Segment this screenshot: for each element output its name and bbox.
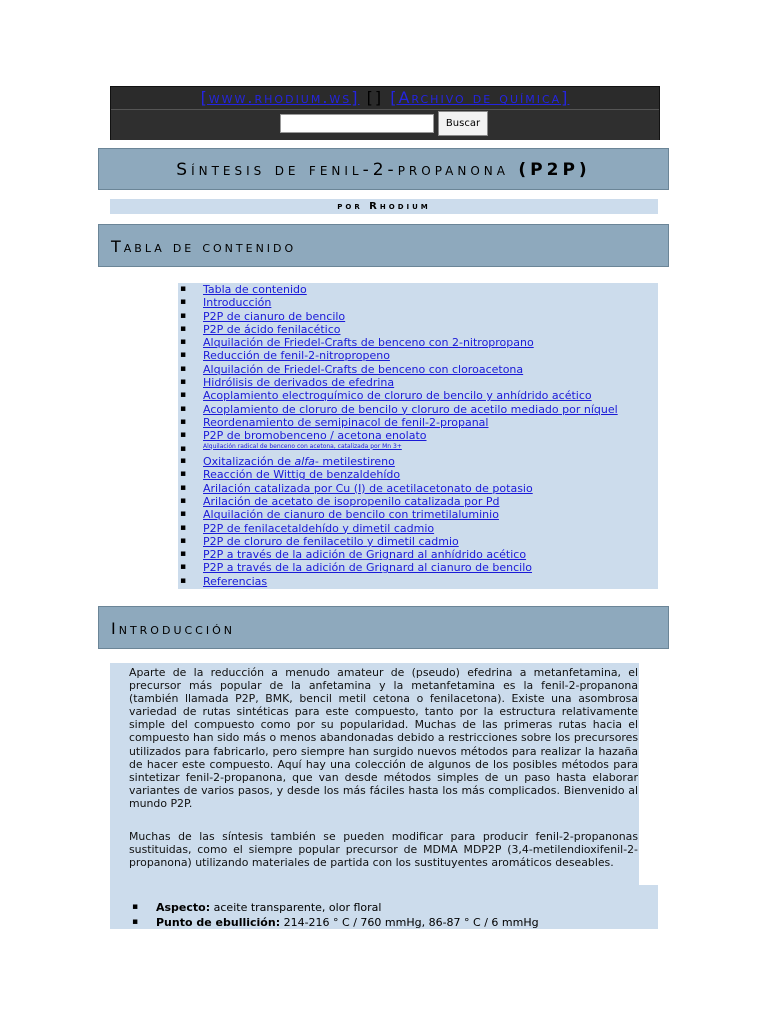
toc-link[interactable]: Alquilación de Friedel-Crafts de benceno con cloroacetona (203, 362, 524, 376)
bullet-icon: ▪ (180, 562, 187, 573)
bullet-icon: ▪ (180, 549, 187, 560)
toc-link[interactable]: Reacción de Wittig de benzaldehído (203, 468, 401, 482)
intro-banner (98, 606, 669, 649)
nav-separator: [] (366, 88, 384, 107)
fact-label: Aspecto: (156, 901, 211, 914)
bullet-icon: ▪ (180, 310, 187, 321)
intro-paragraph-2: Muchas de las síntesis también se pueden modificar para producir fenil-2-propanonas sustituidas, como el siempre popular precursor de MDMA MDP2P (3,4-metilendioxifenil-2-propanona) utilizando materiales de partida con los sustituyentes aromáticos deseables. (129, 830, 638, 870)
toc-item (178, 468, 658, 481)
toc-item (178, 429, 658, 442)
toc-item (178, 283, 658, 296)
bullet-icon: ▪ (132, 902, 139, 912)
site-nav (111, 87, 659, 107)
toc-item (178, 535, 658, 548)
bullet-icon: ▪ (180, 469, 187, 480)
toc-link[interactable]: P2P a través de la adición de Grignard al cianuro de bencilo (203, 561, 533, 575)
bullet-icon: ▪ (180, 390, 187, 401)
archive-link[interactable]: [Archivo de química] (390, 88, 570, 107)
bullet-icon: ▪ (180, 509, 187, 520)
toc-item (178, 455, 658, 468)
search-bar (111, 109, 659, 140)
intro-box (110, 663, 639, 885)
toc-item (178, 495, 658, 508)
bullet-icon: ▪ (180, 482, 187, 493)
toc-link[interactable]: Alquilación radical de benceno con acetona, catalizada por Mn 3+ (203, 442, 402, 450)
toc-item (178, 376, 658, 389)
toc-item (178, 575, 658, 588)
toc-item (178, 482, 658, 495)
fact-value: 214-216 ° C / 760 mmHg, 86-87 ° C / 6 mmHg (280, 916, 539, 929)
toc-item (178, 561, 658, 574)
bullet-icon: ▪ (180, 284, 187, 294)
toc-link[interactable]: P2P de fenilacetaldehído y dimetil cadmio (203, 521, 435, 535)
toc-item (178, 296, 658, 309)
toc-link[interactable]: Acoplamiento de cloruro de bencilo y cloruro de acetilo mediado por níquel (203, 402, 618, 416)
toc-heading: Tabla de contenido (111, 237, 297, 256)
toc-item (178, 349, 658, 362)
toc-item (178, 403, 658, 416)
bullet-icon: ▪ (180, 416, 187, 427)
toc-item (178, 336, 658, 349)
toc-item (178, 363, 658, 376)
bullet-icon: ▪ (180, 297, 187, 308)
toc-item (178, 443, 658, 456)
toc-item (178, 323, 658, 336)
site-link[interactable]: [www.rhodium.ws] (200, 88, 360, 107)
fact-value: aceite transparente, olor floral (210, 901, 382, 914)
toc-list (178, 283, 658, 588)
toc-link[interactable]: Tabla de contenido (203, 283, 307, 296)
search-input[interactable] (280, 114, 434, 133)
toc-item (178, 310, 658, 323)
toc-link[interactable]: Arilación catalizada por Cu (I) de acetilacetonato de potasio (203, 481, 533, 495)
toc-item (178, 416, 658, 429)
toc-link[interactable]: Oxitalización de alfa- metilestireno (203, 455, 395, 469)
toc-link[interactable]: P2P de cloruro de fenilacetilo y dimetil cadmio (203, 534, 459, 548)
facts-box (110, 885, 658, 929)
bullet-icon: ▪ (180, 522, 187, 533)
page-title-abbr: (P2P) (518, 160, 591, 180)
toc-item (178, 508, 658, 521)
fact-label: Punto de ebullición: (156, 916, 281, 929)
toc-link[interactable]: P2P de ácido fenilacético (203, 322, 341, 336)
toc-link[interactable]: Alquilación de cianuro de bencilo con trimetilaluminio (203, 508, 499, 522)
toc-link[interactable]: P2P de cianuro de bencilo (203, 309, 346, 323)
fact-item (130, 915, 539, 930)
bullet-icon: ▪ (180, 430, 187, 441)
page-title-main: Síntesis de fenil-2-propanona (176, 160, 509, 180)
toc-banner (98, 224, 669, 267)
site-header (110, 86, 660, 140)
page-title (99, 149, 668, 191)
toc-link[interactable]: Acoplamiento electroquímico de cloruro de bencilo y anhídrido acético (203, 389, 592, 403)
bullet-icon: ▪ (180, 323, 187, 334)
bullet-icon: ▪ (180, 456, 187, 467)
toc-box (178, 283, 658, 589)
bullet-icon: ▪ (180, 575, 187, 586)
bullet-icon: ▪ (180, 337, 187, 348)
toc-link[interactable]: Alquilación de Friedel-Crafts de benceno con 2-nitropropano (203, 336, 534, 350)
intro-paragraph-1: Aparte de la reducción a menudo amateur de (pseudo) efedrina a metanfetamina, el precursor más popular de la anfetamina y la metanfetamina es la fenil-2-propanona (también llamada P2P, BMK, bencil metil cetona o fenilacetona). Existe una asombrosa variedad de rutas sintéticas para este compuesto, tanto por la estructura relativamente simple del compuesto como por su popularidad. Muchas de las primeras rutas hacia el compuesto han sido más o menos abandonadas debido a restricciones sobre los precursores utilizados para fabricarlo, pero siempre han surgido nuevos métodos para realizar la hazaña de hacer este compuesto. Aquí hay una colección de algunos de los posibles métodos para sintetizar fenil-2-propanona, que van desde métodos simples de un paso hasta elaborar variantes de varios pasos, y desde los más fáciles hasta los más complicados. Bienvenido al mundo P2P. (129, 666, 638, 810)
fact-item (130, 900, 539, 915)
toc-item (178, 548, 658, 561)
toc-link[interactable]: Referencias (203, 574, 268, 588)
bullet-icon: ▪ (132, 917, 139, 927)
toc-item (178, 389, 658, 402)
intro-heading: Introducción (111, 619, 235, 638)
toc-link[interactable]: Arilación de acetato de isopropenilo catalizada por Pd (203, 494, 500, 508)
toc-link[interactable]: Hidrólisis de derivados de efedrina (203, 376, 395, 390)
facts-list (130, 900, 539, 930)
toc-link[interactable]: P2P de bromobenceno / acetona enolato (203, 429, 427, 443)
toc-item (178, 522, 658, 535)
byline: por Rhodium (110, 199, 658, 214)
bullet-icon: ▪ (180, 350, 187, 361)
search-button[interactable]: Buscar (438, 111, 488, 136)
toc-link[interactable]: Introducción (203, 296, 272, 310)
bullet-icon: ▪ (180, 443, 187, 454)
bullet-icon: ▪ (180, 377, 187, 388)
bullet-icon: ▪ (180, 495, 187, 506)
bullet-icon: ▪ (180, 363, 187, 374)
toc-link[interactable]: Reducción de fenil-2-nitropropeno (203, 349, 390, 363)
toc-link[interactable]: Reordenamiento de semipinacol de fenil-2-propanal (203, 415, 489, 429)
title-banner (98, 148, 669, 190)
bullet-icon: ▪ (180, 535, 187, 546)
bullet-icon: ▪ (180, 403, 187, 414)
toc-link[interactable]: P2P a través de la adición de Grignard al anhídrido acético (203, 548, 527, 562)
